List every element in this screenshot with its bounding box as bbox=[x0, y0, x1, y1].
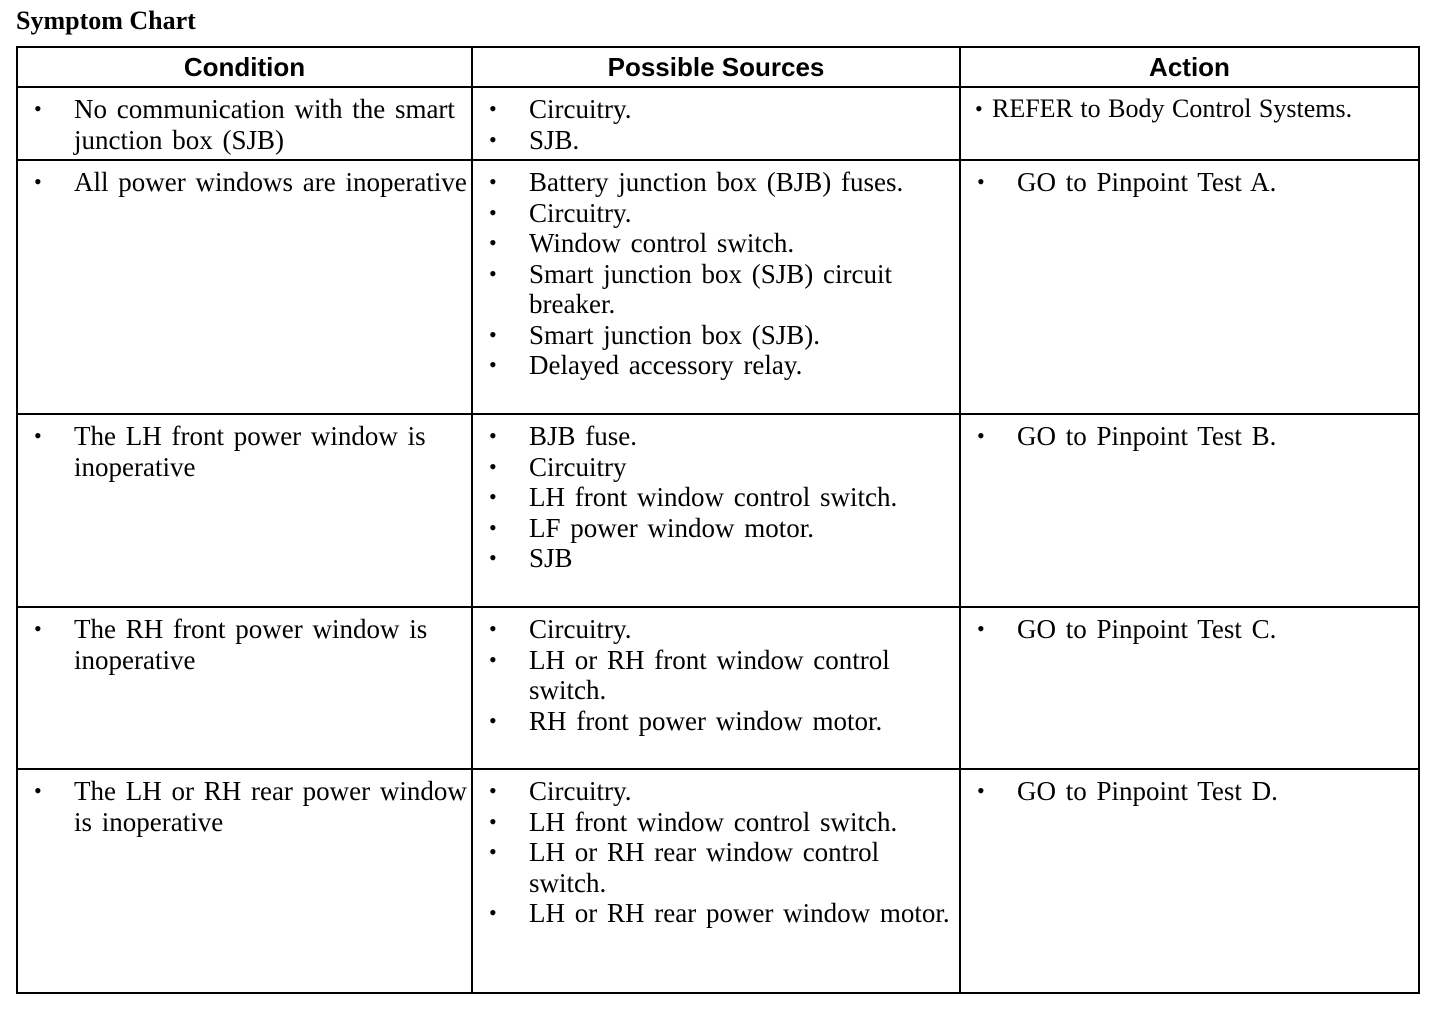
bullet-icon: • bbox=[975, 96, 983, 121]
bullet-icon: • bbox=[489, 900, 497, 925]
page-title: Symptom Chart bbox=[16, 6, 196, 35]
bullet-icon: • bbox=[489, 453, 497, 479]
source-item: • SJB bbox=[489, 543, 573, 573]
bullet-icon: • bbox=[34, 423, 42, 448]
source-item: • Battery junction box (BJB) fuses. bbox=[489, 167, 904, 197]
action-cell bbox=[960, 87, 1419, 160]
bullet-icon: • bbox=[34, 169, 42, 194]
sources-cell bbox=[472, 769, 960, 993]
condition-cell bbox=[17, 607, 472, 769]
bullet-icon: • bbox=[489, 321, 497, 347]
source-item: • Delayed accessory relay. bbox=[489, 350, 803, 380]
condition-item: • No communication with the smart junction box (SJB) bbox=[34, 94, 455, 155]
bullet-icon: • bbox=[489, 545, 497, 570]
source-item: • LH front window control switch. bbox=[489, 806, 898, 837]
action-item: • GO to Pinpoint Test A. bbox=[977, 167, 1277, 197]
bullet-icon: • bbox=[34, 96, 42, 121]
action-cell bbox=[960, 769, 1419, 993]
source-item: • SJB. bbox=[489, 124, 580, 155]
bullet-icon: • bbox=[977, 616, 985, 641]
bullet-icon: • bbox=[489, 423, 497, 448]
source-item: • Smart junction box (SJB) circuit breaker. bbox=[489, 258, 892, 319]
source-item: • Smart junction box (SJB). bbox=[489, 319, 820, 350]
condition-cell bbox=[17, 87, 472, 160]
source-item: • Circuitry. bbox=[489, 776, 632, 806]
table-row bbox=[17, 414, 1419, 607]
bullet-icon: • bbox=[489, 352, 497, 377]
bullet-icon: • bbox=[489, 126, 497, 152]
source-item: • BJB fuse. bbox=[489, 421, 638, 451]
bullet-icon: • bbox=[489, 230, 497, 255]
source-item: • Circuitry. bbox=[489, 94, 632, 124]
table-row bbox=[17, 160, 1419, 414]
condition-item: • All power windows are inoperative bbox=[34, 167, 467, 197]
header-possible-sources: Possible Sources bbox=[472, 47, 960, 87]
condition-item: • The LH or RH rear power window is inoperative bbox=[34, 776, 467, 837]
source-item: • Circuitry. bbox=[489, 197, 632, 228]
action-item: • GO to Pinpoint Test D. bbox=[977, 776, 1278, 806]
action-cell bbox=[960, 160, 1419, 414]
header-condition: Condition bbox=[17, 47, 472, 87]
source-item: • Circuitry. bbox=[489, 614, 632, 644]
bullet-icon: • bbox=[489, 616, 497, 641]
source-item: • LH or RH rear window control switch. bbox=[489, 837, 880, 898]
condition-item: • The LH front power window is inoperative bbox=[34, 421, 426, 482]
header-row bbox=[17, 47, 1419, 87]
bullet-icon: • bbox=[489, 96, 497, 121]
action-item: • GO to Pinpoint Test C. bbox=[977, 614, 1277, 644]
source-item: • LH front window control switch. bbox=[489, 482, 898, 512]
bullet-icon: • bbox=[489, 484, 497, 509]
bullet-icon: • bbox=[489, 169, 497, 194]
bullet-icon: • bbox=[34, 778, 42, 803]
bullet-icon: • bbox=[489, 808, 497, 834]
bullet-icon: • bbox=[489, 707, 497, 733]
symptom-chart-table bbox=[16, 46, 1420, 994]
bullet-icon: • bbox=[489, 199, 497, 225]
header-action: Action bbox=[960, 47, 1419, 87]
action-cell bbox=[960, 607, 1419, 769]
bullet-icon: • bbox=[977, 423, 985, 448]
bullet-icon: • bbox=[489, 646, 497, 672]
bullet-icon: • bbox=[489, 260, 497, 286]
condition-item: • The RH front power window is inoperative bbox=[34, 614, 428, 675]
sources-cell bbox=[472, 160, 960, 414]
action-item: • GO to Pinpoint Test B. bbox=[977, 421, 1277, 451]
sources-cell bbox=[472, 87, 960, 160]
bullet-icon: • bbox=[977, 778, 985, 803]
source-item: • Window control switch. bbox=[489, 228, 795, 258]
table-row bbox=[17, 607, 1419, 769]
source-item: • Circuitry bbox=[489, 451, 627, 482]
source-item: • RH front power window motor. bbox=[489, 705, 883, 736]
bullet-icon: • bbox=[489, 839, 497, 864]
bullet-icon: • bbox=[489, 514, 497, 540]
condition-cell bbox=[17, 769, 472, 993]
table-row bbox=[17, 87, 1419, 160]
condition-cell bbox=[17, 160, 472, 414]
action-item: • REFER to Body Control Systems. bbox=[975, 94, 1353, 123]
bullet-icon: • bbox=[977, 169, 985, 194]
condition-cell bbox=[17, 414, 472, 607]
source-item: • LH or RH rear power window motor. bbox=[489, 898, 950, 928]
source-item: • LH or RH front window control switch. bbox=[489, 644, 890, 705]
bullet-icon: • bbox=[489, 778, 497, 803]
sources-cell bbox=[472, 414, 960, 607]
table-row bbox=[17, 769, 1419, 993]
sources-cell bbox=[472, 607, 960, 769]
bullet-icon: • bbox=[34, 616, 42, 641]
action-cell bbox=[960, 414, 1419, 607]
source-item: • LF power window motor. bbox=[489, 512, 814, 543]
